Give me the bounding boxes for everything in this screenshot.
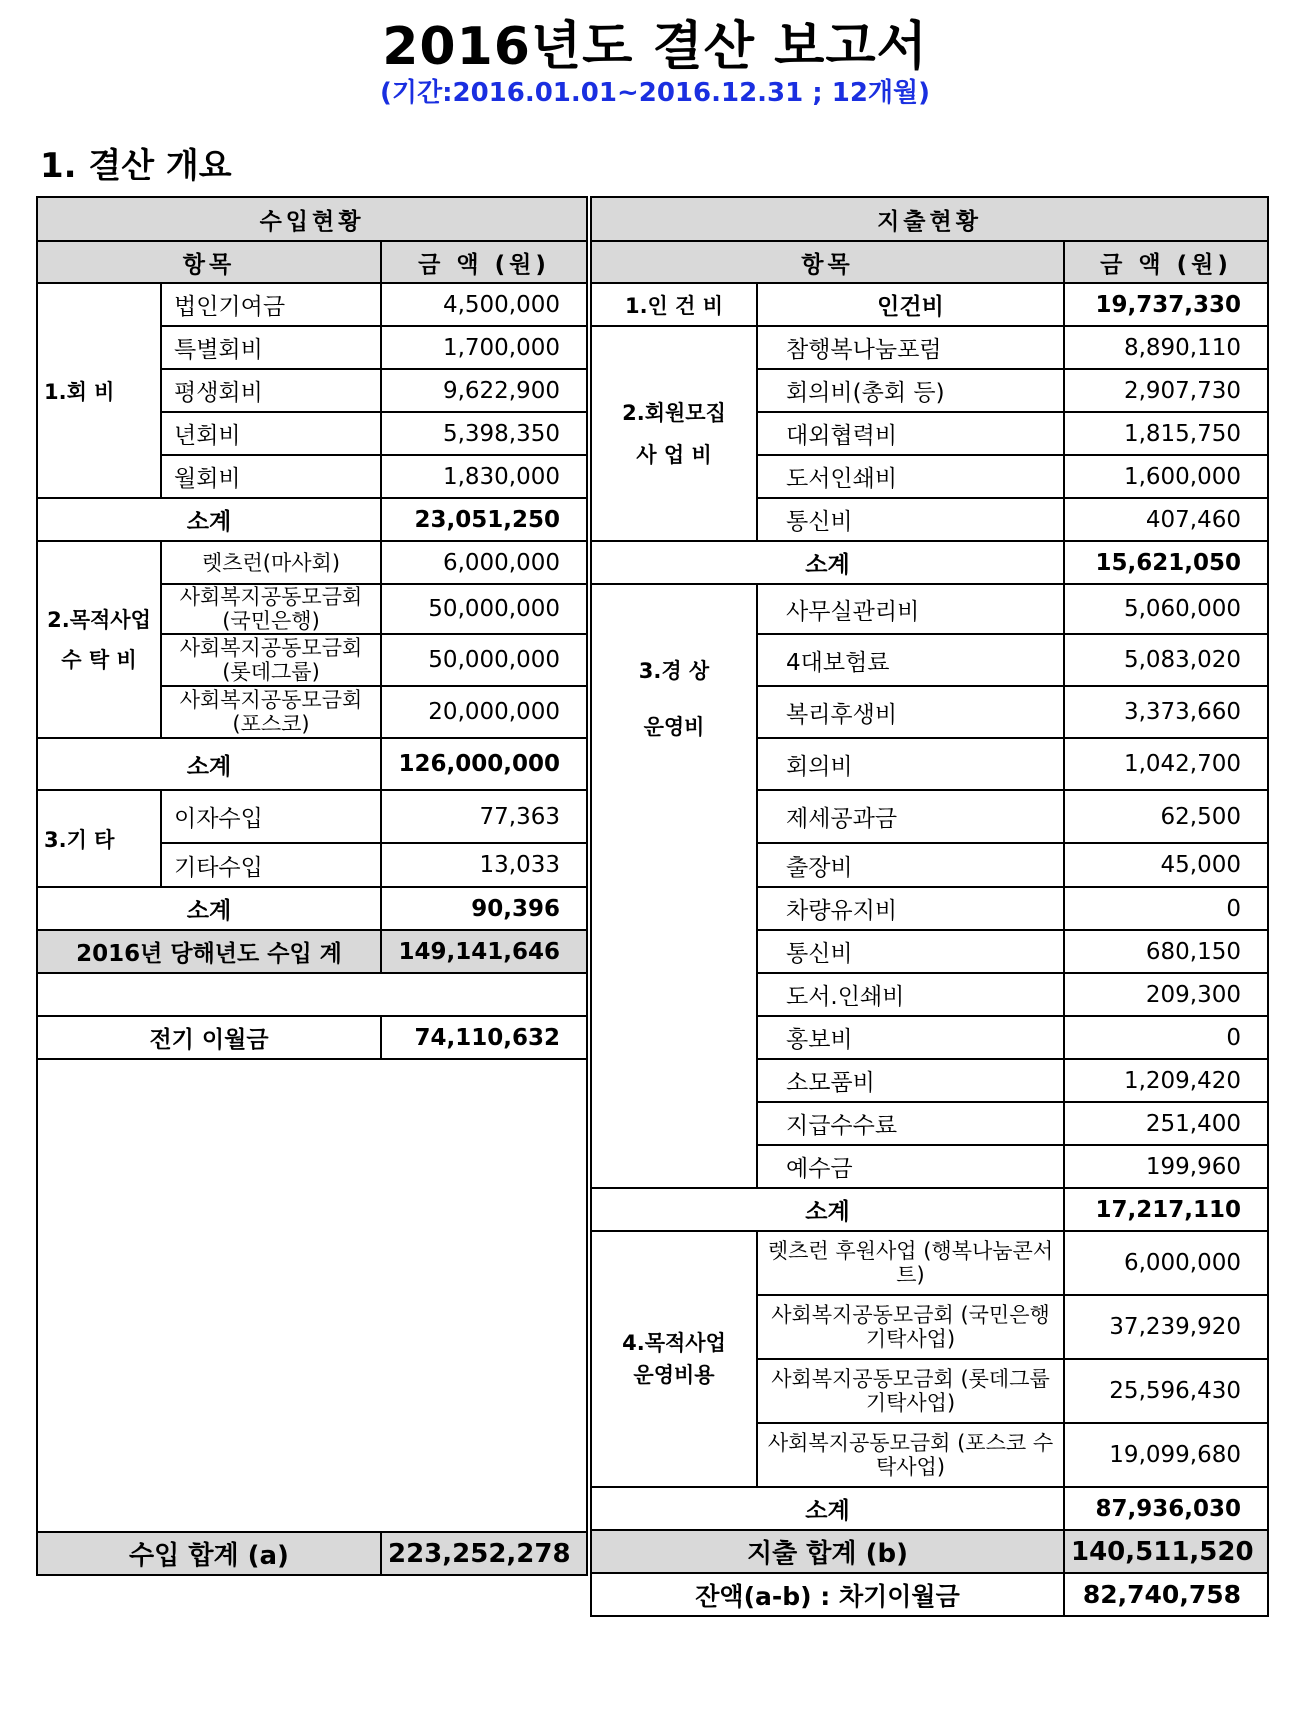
income-heading: 수입현황 <box>37 197 587 241</box>
income-amount: 13,033 <box>381 843 587 887</box>
expense-amount: 5,083,020 <box>1064 634 1268 686</box>
expense-amount: 680,150 <box>1064 930 1268 973</box>
expense-subtotal-label: 소계 <box>591 1188 1064 1231</box>
income-col-item: 항목 <box>37 241 381 283</box>
income-empty-row <box>37 973 587 1016</box>
page-title: 2016년도 결산 보고서 <box>382 17 928 77</box>
expense-item: 차량유지비 <box>757 887 1064 930</box>
income-subtotal-label: 소계 <box>37 738 381 790</box>
expense-item: 참행복나눔포럼 <box>757 326 1064 369</box>
expense-category-operating-line1: 3.경 상 <box>638 659 710 683</box>
expense-item: 통신비 <box>757 498 1064 541</box>
expense-category-recruit <box>591 326 757 541</box>
expense-category-operating-line2: 운영비 <box>643 715 705 739</box>
income-grand-total-label: 수입 합계 (a) <box>37 1532 381 1575</box>
expense-item: 4대보험료 <box>757 634 1064 686</box>
expense-item: 회의비 <box>757 738 1064 790</box>
income-item: 기타수입 <box>161 843 381 887</box>
expense-amount: 2,907,730 <box>1064 369 1268 412</box>
expense-subtotal: 17,217,110 <box>1064 1188 1268 1231</box>
expense-grand-total: 140,511,520 <box>1064 1530 1268 1573</box>
expense-item: 회의비(총회 등) <box>757 369 1064 412</box>
expense-subtotal: 15,621,050 <box>1064 541 1268 584</box>
income-subtotal: 23,051,250 <box>381 498 587 541</box>
expense-amount: 45,000 <box>1064 843 1268 887</box>
expense-amount: 0 <box>1064 1016 1268 1059</box>
expense-amount: 1,815,750 <box>1064 412 1268 455</box>
income-amount: 20,000,000 <box>381 686 587 738</box>
expense-amount: 199,960 <box>1064 1145 1268 1188</box>
income-amount: 6,000,000 <box>381 541 587 584</box>
balance-label: 잔액(a-b) : 차기이월금 <box>591 1573 1064 1616</box>
income-amount: 77,363 <box>381 790 587 843</box>
expense-item: 예수금 <box>757 1145 1064 1188</box>
income-category-purpose <box>37 541 161 738</box>
income-amount: 1,830,000 <box>381 455 587 498</box>
income-subtotal: 90,396 <box>381 887 587 930</box>
expense-subtotal-label: 소계 <box>591 541 1064 584</box>
expense-item: 대외협력비 <box>757 412 1064 455</box>
income-category-purpose-line1: 2.목적사업 <box>47 607 151 632</box>
expense-amount: 25,596,430 <box>1064 1359 1268 1423</box>
expense-amount: 209,300 <box>1064 973 1268 1016</box>
expense-item: 홍보비 <box>757 1016 1064 1059</box>
income-subtotal-label: 소계 <box>37 498 381 541</box>
income-subtotal-label: 소계 <box>37 887 381 930</box>
income-category-purpose-line2: 수 탁 비 <box>61 647 137 672</box>
expense-category-purpose-line2: 운영비용 <box>633 1363 715 1387</box>
income-amount: 50,000,000 <box>381 634 587 686</box>
expense-amount: 5,060,000 <box>1064 584 1268 634</box>
income-col-amount: 금 액 (원) <box>381 241 587 283</box>
expense-item: 사회복지공동모금회 (국민은행 기탁사업) <box>757 1295 1064 1359</box>
income-item: 사회복지공동모금회 (국민은행) <box>161 584 381 634</box>
income-item: 이자수입 <box>161 790 381 843</box>
carryover-label: 전기 이월금 <box>37 1016 381 1059</box>
income-item: 특별회비 <box>161 326 381 369</box>
expense-amount: 37,239,920 <box>1064 1295 1268 1359</box>
income-item: 년회비 <box>161 412 381 455</box>
expense-item: 지급수수료 <box>757 1102 1064 1145</box>
report-period: (기간:2016.01.01~2016.12.31 ; 12개월) <box>379 78 931 108</box>
income-item: 렛츠런(마사회) <box>161 541 381 584</box>
expense-category-purpose-line1: 4.목적사업 <box>622 1331 726 1355</box>
expense-item: 사무실관리비 <box>757 584 1064 634</box>
expense-item: 사회복지공동모금회 (롯데그룹 기탁사업) <box>757 1359 1064 1423</box>
expense-heading: 지출현황 <box>591 197 1268 241</box>
income-amount: 1,700,000 <box>381 326 587 369</box>
income-item: 월회비 <box>161 455 381 498</box>
income-subtotal: 126,000,000 <box>381 738 587 790</box>
expense-subtotal-label: 소계 <box>591 1487 1064 1530</box>
income-item: 법인기여금 <box>161 283 381 326</box>
expense-amount: 0 <box>1064 887 1268 930</box>
expense-amount: 6,000,000 <box>1064 1231 1268 1295</box>
income-table <box>36 196 588 1576</box>
expense-item: 소모품비 <box>757 1059 1064 1102</box>
expense-item: 사회복지공동모금회 (포스코 수탁사업) <box>757 1423 1064 1487</box>
income-amount: 4,500,000 <box>381 283 587 326</box>
expense-category-purpose <box>591 1231 757 1487</box>
expense-col-item: 항목 <box>591 241 1064 283</box>
expense-item: 도서.인쇄비 <box>757 973 1064 1016</box>
expense-item: 도서인쇄비 <box>757 455 1064 498</box>
income-category-dues: 1.회 비 <box>37 283 161 498</box>
expense-amount: 8,890,110 <box>1064 326 1268 369</box>
expense-grand-total-label: 지출 합계 (b) <box>591 1530 1064 1573</box>
expense-item: 통신비 <box>757 930 1064 973</box>
expense-amount: 1,209,420 <box>1064 1059 1268 1102</box>
balance-amount: 82,740,758 <box>1064 1573 1268 1616</box>
income-category-other: 3.기 타 <box>37 790 161 887</box>
expense-item: 렛츠런 후원사업 (행복나눔콘서트) <box>757 1231 1064 1295</box>
expense-amount: 62,500 <box>1064 790 1268 843</box>
income-item: 사회복지공동모금회 (포스코) <box>161 686 381 738</box>
income-amount: 50,000,000 <box>381 584 587 634</box>
expense-item: 인건비 <box>757 283 1064 326</box>
income-amount: 9,622,900 <box>381 369 587 412</box>
income-year-total-label: 2016년 당해년도 수입 계 <box>37 930 381 973</box>
expense-amount: 251,400 <box>1064 1102 1268 1145</box>
expense-amount: 19,099,680 <box>1064 1423 1268 1487</box>
expense-item: 제세공과금 <box>757 790 1064 843</box>
expense-item: 복리후생비 <box>757 686 1064 738</box>
expense-subtotal: 87,936,030 <box>1064 1487 1268 1530</box>
expense-category-recruit-line1: 2.회원모집 <box>622 400 726 425</box>
expense-table <box>590 196 1269 1617</box>
income-grand-total: 223,252,278 <box>381 1532 587 1575</box>
expense-item: 출장비 <box>757 843 1064 887</box>
expense-amount: 1,600,000 <box>1064 455 1268 498</box>
income-amount: 5,398,350 <box>381 412 587 455</box>
income-year-total: 149,141,646 <box>381 930 587 973</box>
section-heading: 1. 결산 개요 <box>40 146 232 186</box>
income-item: 평생회비 <box>161 369 381 412</box>
expense-category-personnel: 1.인 건 비 <box>591 283 757 326</box>
expense-category-operating <box>591 584 757 1188</box>
expense-amount: 1,042,700 <box>1064 738 1268 790</box>
income-item: 사회복지공동모금회 (롯데그룹) <box>161 634 381 686</box>
expense-col-amount: 금 액 (원) <box>1064 241 1268 283</box>
expense-amount: 407,460 <box>1064 498 1268 541</box>
expense-category-recruit-line2: 사 업 비 <box>636 442 712 467</box>
carryover-amount: 74,110,632 <box>381 1016 587 1059</box>
income-blank-area <box>37 1059 587 1532</box>
expense-amount: 3,373,660 <box>1064 686 1268 738</box>
expense-amount: 19,737,330 <box>1064 283 1268 326</box>
